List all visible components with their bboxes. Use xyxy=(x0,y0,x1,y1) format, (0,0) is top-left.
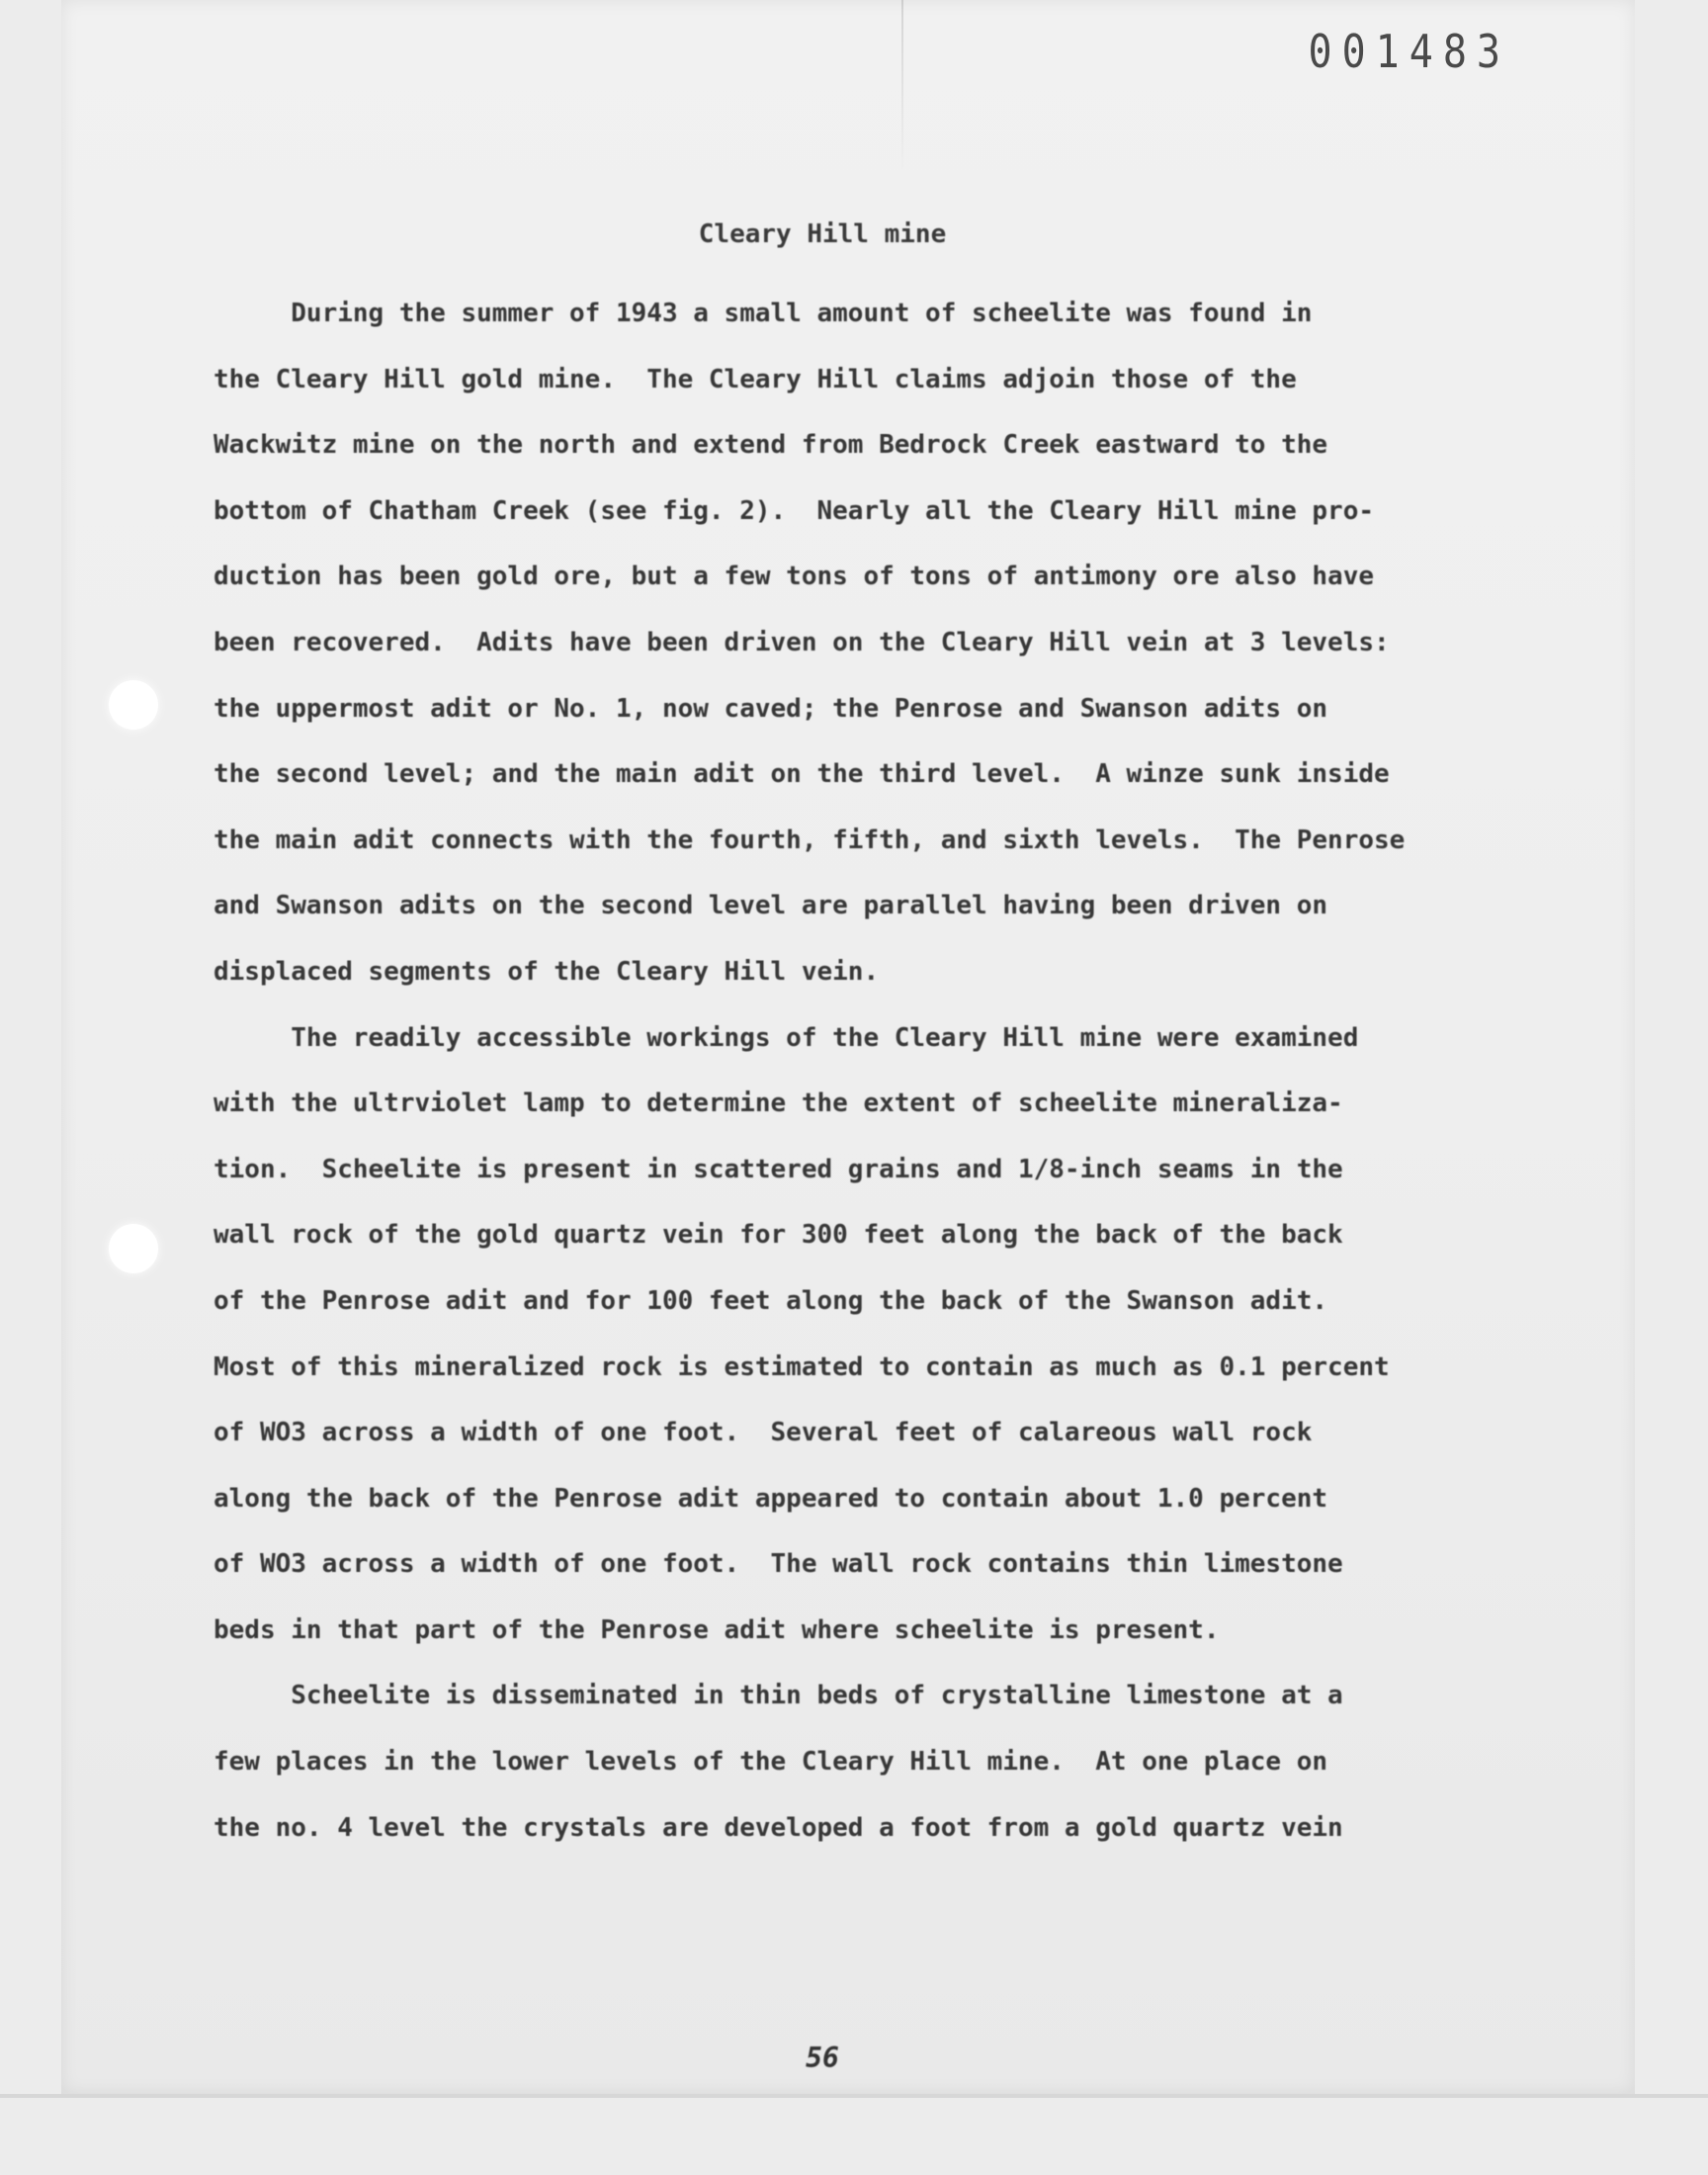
text-line: of WO3 across a width of one foot. Several feet of calareous wall rock xyxy=(214,1418,1313,1448)
body-text xyxy=(214,281,1489,1861)
page-bottom-edge xyxy=(0,2094,1708,2098)
fold-crease xyxy=(901,0,903,178)
text-line: of WO3 across a width of one foot. The wall rock contains thin limestone xyxy=(214,1549,1343,1580)
text-line: The readily accessible workings of the Cleary Hill mine were examined xyxy=(214,1022,1359,1053)
text-line: During the summer of 1943 a small amount of scheelite was found in xyxy=(214,299,1313,328)
text-line: displaced segments of the Cleary Hill vein. xyxy=(214,956,880,987)
text-line: duction has been gold ore, but a few tons of tons of antimony ore also have xyxy=(214,562,1374,592)
page-title: Cleary Hill mine xyxy=(698,219,947,249)
text-line: been recovered. Adits have been driven on the Cleary Hill vein at 3 levels: xyxy=(214,627,1390,657)
text-line: the second level; and the main adit on the third level. A winze sunk inside xyxy=(214,759,1390,790)
text-line: along the back of the Penrose adit appeared to contain about 1.0 percent xyxy=(214,1483,1328,1514)
document-number: 001483 xyxy=(1308,26,1510,79)
text-line: Scheelite is disseminated in thin beds of crystalline limestone at a xyxy=(214,1681,1343,1711)
text-line: of the Penrose adit and for 100 feet along the back of the Swanson adit. xyxy=(214,1285,1328,1316)
text-line: the no. 4 level the crystals are developed a foot from a gold quartz vein xyxy=(214,1812,1343,1843)
text-line: wall rock of the gold quartz vein for 300 feet along the back of the back xyxy=(214,1220,1343,1251)
text-line: with the ultrviolet lamp to determine the extent of scheelite mineraliza- xyxy=(214,1088,1343,1119)
punch-hole-lower xyxy=(109,1224,158,1273)
text-line: beds in that part of the Penrose adit where scheelite is present. xyxy=(214,1614,1220,1645)
text-line: Most of this mineralized rock is estimated to contain as much as 0.1 percent xyxy=(214,1351,1390,1382)
punch-hole-upper xyxy=(109,680,158,730)
page-number: 56 xyxy=(806,2042,839,2074)
text-line: the Cleary Hill gold mine. The Cleary Hill claims adjoin those of the xyxy=(214,364,1297,394)
text-line: the main adit connects with the fourth, fifth, and sixth levels. The Penrose xyxy=(214,825,1406,855)
text-line: few places in the lower levels of the Cleary Hill mine. At one place on xyxy=(214,1747,1328,1778)
text-line: bottom of Chatham Creek (see fig. 2). Nearly all the Cleary Hill mine pro- xyxy=(214,495,1374,526)
text-line: and Swanson adits on the second level are parallel having been driven on xyxy=(214,891,1328,921)
text-line: the uppermost adit or No. 1, now caved; the Penrose and Swanson adits on xyxy=(214,693,1328,724)
text-line: Wackwitz mine on the north and extend from Bedrock Creek eastward to the xyxy=(214,430,1328,461)
text-line: tion. Scheelite is present in scattered grains and 1/8-inch seams in the xyxy=(214,1154,1343,1184)
